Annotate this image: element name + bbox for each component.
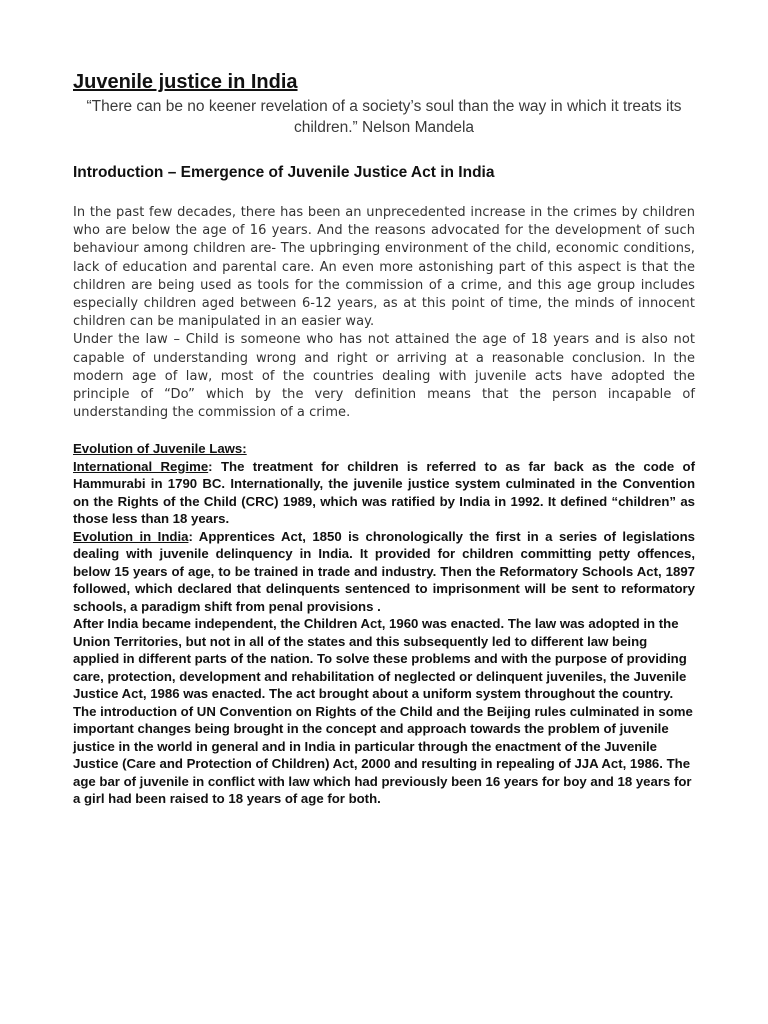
evolution-india-label: Evolution in India <box>73 528 189 544</box>
document-page <box>73 70 695 808</box>
mandela-quote: “There can be no keener revelation of a society’s soul than the way in which it treats its children.” Nelson Mandela <box>86 98 682 136</box>
evolution-heading: Evolution of Juvenile Laws: <box>73 441 247 457</box>
intro-paragraph: In the past few decades, there has been an unprecedented increase in the crimes by children who are below the age of 16 years. And the reasons advocated for the development of such behaviour among children are- The upbringing environment of the child, economic conditions, lack of education and parental care. An even more astonishing part of this aspect is that the children are being used as tools for the commission of a crime, and this age group includes especially children aged between 6-12 years, as at this point of time, the minds of innocent children can be manipulated in an easier way. <box>73 205 695 330</box>
evolution-section <box>73 440 695 808</box>
international-regime-label: International Regime <box>73 458 209 474</box>
international-regime-text: : The treatment for children is referred to as far back as the code of Hammurabi in 1790 BC. Internationally, the juvenile justice system culminated in the Convention on the Rights of the Child (CRC) 1989, which was ratified by India in 1992. It defined “children” as those less than 18 years. <box>73 458 695 527</box>
intro-heading: Introduction – Emergence of Juvenile Justice Act in India <box>73 164 495 181</box>
intro-paragraph: Under the law – Child is someone who has not attained the age of 18 years and is also not capable of understanding wrong and right or arriving at a reasonable conclusion. In the modern age of law, most of the countries dealing with juvenile acts have adopted the principle of “Do” which by the very definition means that the person incapable of understanding the commission of a crime. <box>73 332 695 421</box>
document-title: Juvenile justice in India <box>73 71 298 93</box>
evolution-india-paragraph <box>73 528 695 616</box>
international-regime-paragraph <box>73 458 695 528</box>
after-independence-paragraph: After India became independent, the Children Act, 1960 was enacted. The law was adopted in the Union Territories, but not in all of the states and this subsequently led to different law being applied in different parts of the nation. To solve these problems and with the purpose of providing care, protection, development and rehabilitation of neglected or delinquent juveniles, the Juvenile Justice Act, 1986 was enacted. The act brought about a uniform system throughout the country. The introduction of UN Convention on Rights of the Child and the Beijing rules culminated in some important changes being brought in the concept and approach towards the problem of juvenile justice in the world in general and in India in particular through the enactment of the Juvenile Justice (Care and Protection of Children) Act, 2000 and resulting in repealing of JJA Act, 1986. The age bar of juvenile in conflict with law which had previously been 16 years for boy and 18 years for a girl had been raised to 18 years of age for both. <box>73 616 693 807</box>
intro-section <box>73 204 695 422</box>
evolution-india-text: : Apprentices Act, 1850 is chronologically the first in a series of legislations dealing with juvenile delinquency in India. It provided for children committing petty offences, below 15 years of age, to be trained in trade and industry. Then the Reformatory Schools Act, 1897 followed, which declared that delinquents sentenced to imprisonment will be sent to reformatory schools, a paradigm shift from penal provisions . <box>73 528 695 614</box>
